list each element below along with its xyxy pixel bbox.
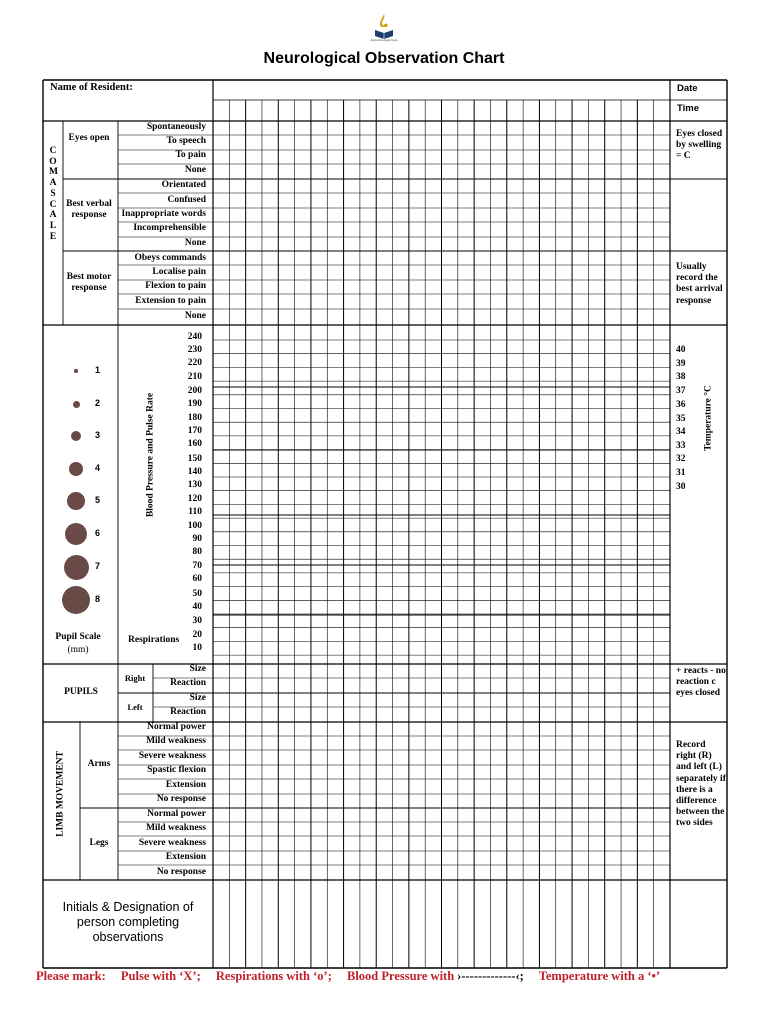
- bp-scale-tick: 160: [187, 439, 202, 449]
- arm-item: Mild weakness: [146, 736, 206, 746]
- logo-caption: Adventist Aged Care: [370, 38, 398, 42]
- temperature-tick: 36: [676, 400, 686, 410]
- bp-scale-tick: 200: [187, 386, 202, 396]
- temperature-tick: 38: [676, 372, 686, 382]
- temperature-tick: 34: [676, 427, 686, 437]
- bp-scale-tick: 120: [187, 494, 202, 504]
- temperature-tick: 33: [676, 441, 686, 451]
- pupil-scale-label: Pupil Scale: [55, 632, 101, 642]
- temperature-tick: 32: [676, 454, 686, 464]
- bp-scale-tick: 80: [192, 547, 202, 557]
- bp-scale-tick: 150: [187, 454, 202, 464]
- right-reaction-label: Reaction: [170, 678, 206, 688]
- pupil-size-dot: [62, 586, 90, 614]
- eyes-item: None: [184, 165, 206, 175]
- leg-item: Normal power: [147, 809, 206, 819]
- eyes-item: Spontaneously: [146, 122, 206, 132]
- temperature-tick: 35: [676, 414, 686, 424]
- motor-item: Flexion to pain: [145, 281, 206, 291]
- pupil-size-dot: [67, 492, 85, 510]
- eyes-item: To pain: [175, 150, 206, 160]
- pupil-right-label: Right: [124, 673, 146, 683]
- motor-item: Extension to pain: [135, 296, 206, 306]
- pupil-size-number: 5: [95, 495, 101, 505]
- motor-item: Localise pain: [152, 267, 206, 277]
- bp-scale-tick: 210: [187, 372, 202, 382]
- bp-scale-tick: 140: [187, 467, 202, 477]
- pupils-label: PUPILS: [64, 687, 98, 697]
- bp-scale-tick: 220: [187, 358, 202, 368]
- pupil-size-number: 4: [95, 463, 101, 473]
- arms-label: Arms: [87, 759, 111, 769]
- temperature-tick: 30: [676, 482, 686, 492]
- pupil-size-dot: [64, 555, 89, 580]
- pupil-size-number: 3: [95, 430, 101, 440]
- bp-scale-tick: 180: [187, 413, 202, 423]
- pupil-size-dot: [65, 523, 87, 545]
- pupil-size-number: 7: [95, 561, 101, 571]
- bp-scale-tick: 130: [187, 480, 202, 490]
- arm-item: Normal power: [147, 722, 206, 732]
- legs-label: Legs: [89, 838, 109, 848]
- coma-scale-label: [46, 146, 60, 242]
- pupil-size-dot: [74, 369, 78, 373]
- right-size-label: Size: [189, 664, 206, 674]
- respirations-label: Respirations: [128, 635, 180, 645]
- footer-resp: Respirations with ‘o’;: [215, 969, 332, 983]
- bp-scale-tick: 50: [192, 589, 202, 599]
- pupil-size-number: 6: [95, 528, 101, 538]
- motor-item: Obeys commands: [134, 253, 206, 263]
- arm-item: Extension: [165, 780, 206, 790]
- bp-pulse-label: Blood Pressure and Pulse Rate: [145, 392, 156, 518]
- left-size-label: Size: [189, 693, 206, 703]
- bp-scale-tick: 70: [192, 561, 202, 571]
- verbal-item: Incomprehensible: [133, 223, 206, 233]
- bp-scale-tick: 190: [187, 399, 202, 409]
- resident-name-label: Name of Resident:: [50, 82, 133, 93]
- motor-note: Usually record the best arrival response: [676, 262, 723, 306]
- footer-please: Please mark:: [36, 969, 106, 983]
- verbal-item: Orientated: [161, 180, 206, 190]
- pupils-note: + reacts - no reaction c eyes closed: [676, 666, 726, 699]
- temperature-tick: 31: [676, 468, 686, 478]
- pupil-size-number: 8: [95, 594, 101, 604]
- leg-item: No response: [156, 867, 206, 877]
- page-title: Neurological Observation Chart: [263, 50, 505, 67]
- pupil-size-number: 2: [95, 398, 101, 408]
- bp-scale-tick: 100: [187, 521, 202, 531]
- bp-scale-tick: 20: [192, 630, 202, 640]
- pupil-size-dot: [71, 431, 81, 441]
- bp-scale-tick: 110: [188, 507, 202, 517]
- bp-scale-tick: 30: [192, 616, 202, 626]
- bp-scale-tick: 60: [192, 574, 202, 584]
- limb-movement-label: LIMB MOVEMENT: [55, 751, 66, 837]
- temperature-tick: 40: [676, 345, 686, 355]
- eyes-open-label: Eyes open: [68, 133, 110, 143]
- arm-item: Severe weakness: [138, 751, 206, 761]
- bp-scale-tick: 230: [187, 345, 202, 355]
- bp-scale-tick: 90: [192, 534, 202, 544]
- limb-note: Record right (R) and left (L) separately if there is a difference between the two sides: [676, 740, 726, 829]
- eyes-note: Eyes closed by swelling = C: [676, 129, 723, 162]
- footer-pulse: Pulse with ‘X’;: [120, 969, 201, 983]
- motor-response-label: Best motor response: [66, 272, 112, 294]
- pupil-size-dot: [73, 401, 80, 408]
- temperature-tick: 37: [676, 386, 686, 396]
- pupil-size-dot: [69, 462, 83, 476]
- left-reaction-label: Reaction: [170, 707, 206, 717]
- initials-label: Initials & Designation of person completing observations: [62, 900, 194, 944]
- footer-legend: [36, 969, 756, 984]
- bp-scale-tick: 10: [192, 643, 202, 653]
- arm-item: No response: [156, 794, 206, 804]
- time-label: Time: [677, 103, 700, 114]
- leg-item: Extension: [165, 852, 206, 862]
- temperature-label: Temperature °C: [703, 385, 714, 451]
- temperature-tick: 39: [676, 359, 686, 369]
- coma-scale-text: COMA SCALE: [49, 146, 58, 242]
- motor-item: None: [184, 311, 206, 321]
- date-label: Date: [677, 83, 698, 94]
- arm-item: Spastic flexion: [147, 765, 206, 775]
- pupil-scale-unit: (mm): [67, 645, 89, 655]
- pupil-size-number: 1: [95, 365, 101, 375]
- verbal-response-label: Best verbal response: [66, 199, 112, 221]
- bp-scale-tick: 170: [187, 426, 202, 436]
- footer-temp: Temperature with a ‘•’: [538, 969, 661, 983]
- footer-bp: Blood Pressure with: [346, 969, 455, 983]
- verbal-item: Confused: [167, 195, 206, 205]
- bp-scale-tick: 40: [192, 602, 202, 612]
- verbal-item: None: [184, 238, 206, 248]
- verbal-item: Inappropriate words: [121, 209, 206, 219]
- bp-scale-tick: 240: [187, 332, 202, 342]
- footer-bp-symbol: ›-------------‹;: [457, 969, 524, 983]
- pupil-left-label: Left: [127, 702, 143, 712]
- leg-item: Mild weakness: [146, 823, 206, 833]
- eyes-item: To speech: [166, 136, 206, 146]
- leg-item: Severe weakness: [138, 838, 206, 848]
